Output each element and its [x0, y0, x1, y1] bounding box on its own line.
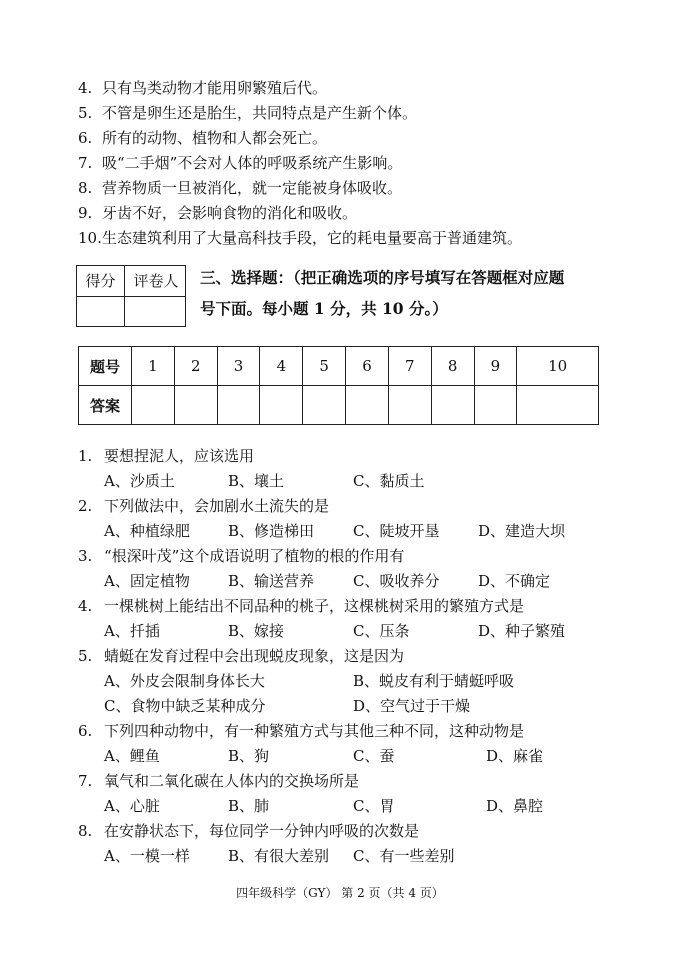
option: C、胃 — [353, 797, 395, 815]
option: B、壤土 — [228, 472, 285, 490]
option: A、扦插 — [104, 622, 160, 640]
question-1: 1. 要想捏泥人，应该选用 — [78, 447, 255, 465]
option: D、麻雀 — [486, 747, 544, 765]
option: B、修造梯田 — [228, 522, 315, 540]
score-box — [76, 265, 186, 327]
answer-cell[interactable] — [474, 386, 517, 425]
question-2-options — [78, 519, 638, 544]
score-label: 得分 — [85, 272, 116, 290]
question-8-options — [78, 844, 638, 869]
answer-cell[interactable] — [260, 386, 303, 425]
question-1-options — [78, 469, 638, 494]
grader-label: 评卷人 — [133, 272, 179, 290]
answer-table-answer-row — [79, 386, 599, 425]
answer-cell[interactable] — [132, 386, 175, 425]
answer-table — [78, 346, 599, 425]
answer-cell[interactable] — [517, 386, 599, 425]
question-3: 3. “根深叶茂”这个成语说明了植物的根的作用有 — [78, 547, 405, 565]
answer-cell[interactable] — [303, 386, 346, 425]
score-box-row-divider — [77, 296, 185, 297]
answer-cell[interactable] — [431, 386, 474, 425]
option: D、种子繁殖 — [478, 622, 566, 640]
option: D、不确定 — [478, 572, 551, 590]
question-6-options — [78, 744, 638, 769]
option: B、输送营养 — [228, 572, 315, 590]
question-5: 5. 蜻蜓在发育过程中会出现蜕皮现象，这是因为 — [78, 647, 405, 665]
section-title-line2: 号下面。每小题 1 分，共 10 分。） — [200, 299, 448, 318]
question-number: 3 — [217, 347, 260, 386]
question-number: 1 — [132, 347, 175, 386]
true-false-list — [78, 76, 638, 251]
answer-cell[interactable] — [388, 386, 431, 425]
page-footer: 四年级科学（GY） 第 2 页（共 4 页） — [236, 886, 444, 900]
section-title — [200, 262, 620, 324]
tf-item-8: 8. 营养物质一旦被消化，就一定能被身体吸收。 — [78, 179, 403, 197]
option: B、有很大差别 — [228, 847, 330, 865]
question-5-options-row1 — [78, 669, 638, 694]
question-7-options — [78, 794, 638, 819]
option: C、有一些差别 — [353, 847, 455, 865]
tf-item-10: 10.生态建筑利用了大量高科技手段，它的耗电量要高于普通建筑。 — [78, 229, 523, 247]
answer-cell[interactable] — [217, 386, 260, 425]
question-number: 10 — [517, 347, 599, 386]
option: A、一模一样 — [104, 847, 190, 865]
question-number: 2 — [174, 347, 217, 386]
question-6: 6. 下列四种动物中，有一种繁殖方式与其他三种不同，这种动物是 — [78, 722, 525, 740]
question-number: 4 — [260, 347, 303, 386]
answer-row-label: 答案 — [79, 386, 132, 425]
question-4: 4. 一棵桃树上能结出不同品种的桃子，这棵桃树采用的繁殖方式是 — [78, 597, 525, 615]
tf-item-7: 7. 吸“二手烟”不会对人体的呼吸系统产生影响。 — [78, 154, 403, 172]
option: A、沙质土 — [104, 472, 175, 490]
option: C、压条 — [353, 622, 410, 640]
answer-cell[interactable] — [346, 386, 389, 425]
answer-table-number-row — [79, 347, 599, 386]
question-2: 2. 下列做法中，会加剧水土流失的是 — [78, 497, 330, 515]
tf-item-5: 5. 不管是卵生还是胎生，共同特点是产生新个体。 — [78, 104, 418, 122]
question-3-options — [78, 569, 638, 594]
option: C、陡坡开垦 — [353, 522, 440, 540]
option: A、外皮会限制身体长大 — [104, 672, 265, 690]
option: D、空气过于干燥 — [353, 697, 471, 715]
option: A、固定植物 — [104, 572, 190, 590]
question-number: 8 — [431, 347, 474, 386]
option: C、黏质土 — [353, 472, 425, 490]
option: B、蜕皮有利于蜻蜓呼吸 — [353, 672, 515, 690]
option: D、建造大坝 — [478, 522, 566, 540]
question-7: 7. 氧气和二氧化碳在人体内的交换场所是 — [78, 772, 360, 790]
question-number: 9 — [474, 347, 517, 386]
tf-item-9: 9. 牙齿不好，会影响食物的消化和吸收。 — [78, 204, 358, 222]
option: C、食物中缺乏某种成分 — [104, 697, 266, 715]
option: A、鲤鱼 — [104, 747, 160, 765]
option: B、嫁接 — [228, 622, 285, 640]
question-5-options-row2 — [78, 694, 638, 719]
question-number: 6 — [346, 347, 389, 386]
number-row-label: 题号 — [79, 347, 132, 386]
answer-cell[interactable] — [174, 386, 217, 425]
option: D、鼻腔 — [486, 797, 544, 815]
multiple-choice-list — [78, 444, 638, 869]
question-8: 8. 在安静状态下，每位同学一分钟内呼吸的次数是 — [78, 822, 420, 840]
tf-item-4: 4. 只有鸟类动物才能用卵繁殖后代。 — [78, 79, 328, 97]
option: B、狗 — [228, 747, 270, 765]
tf-item-6: 6. 所有的动物、植物和人都会死亡。 — [78, 129, 328, 147]
question-4-options — [78, 619, 638, 644]
option: A、种植绿肥 — [104, 522, 190, 540]
question-number: 7 — [388, 347, 431, 386]
option: A、心脏 — [104, 797, 160, 815]
option: C、蚕 — [353, 747, 395, 765]
question-number: 5 — [303, 347, 346, 386]
section-title-line1: 三、选择题：（把正确选项的序号填写在答题框对应题 — [200, 268, 565, 287]
option: B、肺 — [228, 797, 270, 815]
option: C、吸收养分 — [353, 572, 440, 590]
